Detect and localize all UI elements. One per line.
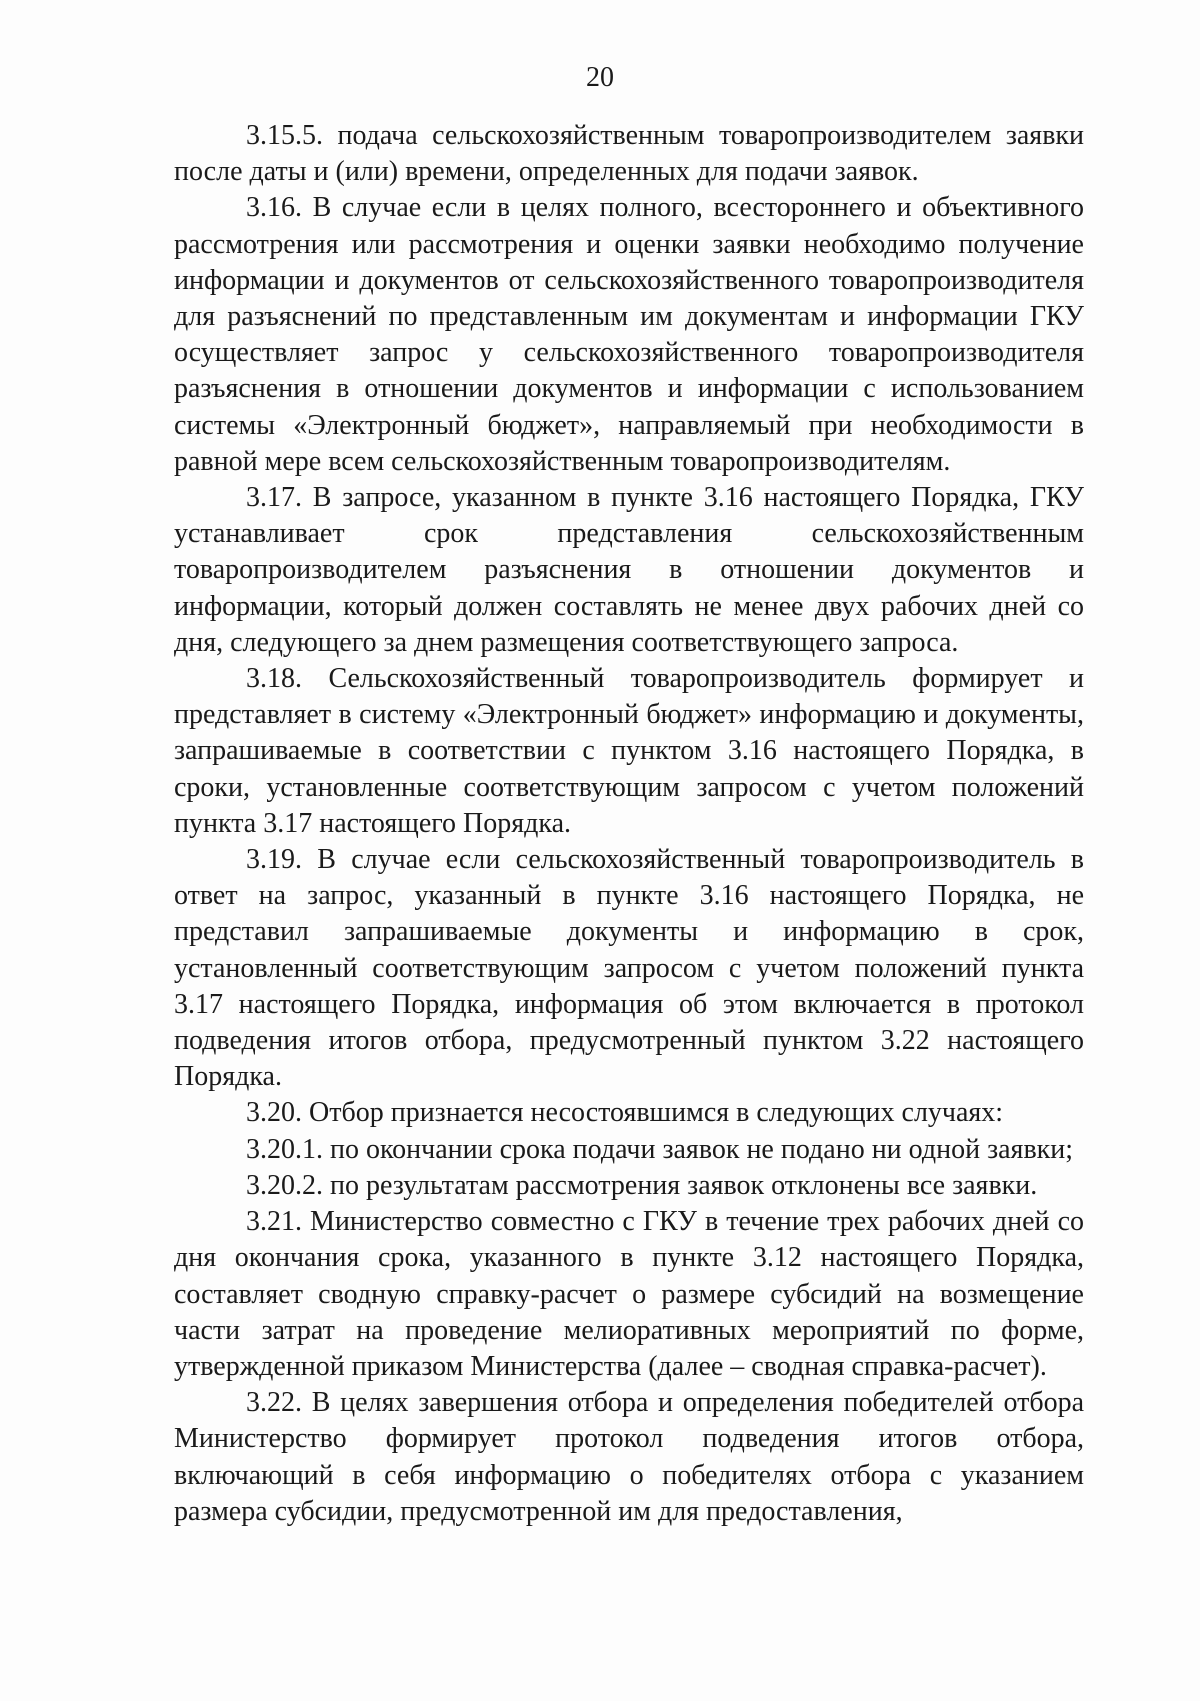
paragraph-3-17: 3.17. В запросе, указанном в пункте 3.16 настоящего Порядка, ГКУ устанавливает срок представления сельскохозяйственным товаропроизводителем разъяснения в отношении документов и информации, который должен составлять не менее двух рабочих дней со дня, следующего за днем размещения соответствующего запроса. — [174, 482, 1084, 658]
paragraph-3-18: 3.18. Сельскохозяйственный товаропроизводитель формирует и представляет в систему «Электронный бюджет» информацию и документы, запрашиваемые в соответствии с пунктом 3.16 настоящего Порядка, в сроки, установленные соответствующим запросом с учетом положений пункта 3.17 настоящего Порядка. — [174, 663, 1084, 839]
paragraph-3-16: 3.16. В случае если в целях полного, всестороннего и объективного рассмотрения или рассмотрения и оценки заявки необходимо получение информации и документов от сельскохозяйственного товаропроизводителя для разъяснений по представленным им документам и информации ГКУ осуществляет запрос у сельскохозяйственного товаропроизводителя разъяснения в отношении документов и информации с использованием системы «Электронный бюджет», направляемый при необходимости в равной мере всем сельскохозяйственным товаропроизводителям. — [174, 192, 1084, 477]
paragraph-3-22: 3.22. В целях завершения отбора и определения победителей отбора Министерство формирует протокол подведения итогов отбора, включающий в себя информацию о победителях отбора с указанием размера субсидии, предусмотренной им для предоставления, — [174, 1387, 1084, 1527]
paragraph-3-15-5: 3.15.5. подача сельскохозяйственным товаропроизводителем заявки после даты и (или) времени, определенных для подачи заявок. — [174, 120, 1084, 188]
paragraph-3-21: 3.21. Министерство совместно с ГКУ в течение трех рабочих дней со дня окончания срока, указанного в пункте 3.12 настоящего Порядка, составляет сводную справку-расчет о размере субсидий на возмещение части затрат на проведение мелиоративных мероприятий по форме, утвержденной приказом Министерства (далее – сводная справка-расчет). — [174, 1206, 1084, 1382]
paragraph-3-19: 3.19. В случае если сельскохозяйственный товаропроизводитель в ответ на запрос, указанный в пункте 3.16 настоящего Порядка, не представил запрашиваемые документы и информацию в срок, установленный соответствующим запросом с учетом положений пункта 3.17 настоящего Порядка, информация об этом включается в протокол подведения итогов отбора, предусмотренный пунктом 3.22 настоящего Порядка. — [174, 844, 1084, 1093]
paragraph-3-20-2: 3.20.2. по результатам рассмотрения заявок отклонены все заявки. — [246, 1169, 1038, 1201]
document-body — [174, 118, 1084, 1530]
paragraph-3-20: 3.20. Отбор признается несостоявшимся в следующих случаях: — [246, 1097, 1004, 1129]
page-number: 20 — [586, 62, 614, 93]
paragraph-3-20-1: 3.20.1. по окончании срока подачи заявок не подано ни одной заявки; — [246, 1133, 1074, 1165]
